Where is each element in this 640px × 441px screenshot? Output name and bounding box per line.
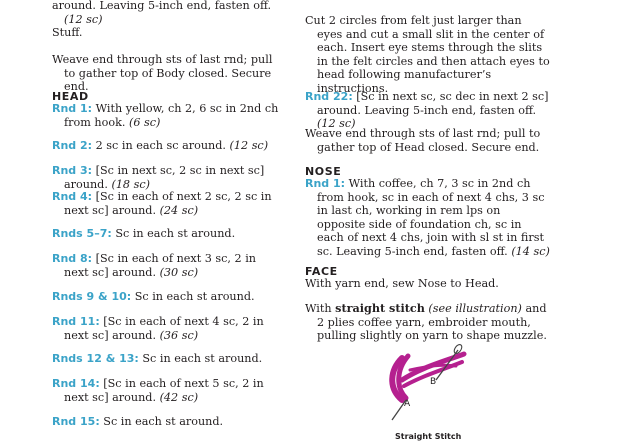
body-end-paragraph: around. Leaving 5-inch end, fasten off. (12 sc)	[52, 0, 272, 26]
rnd-1: Rnd 1: With yellow, ch 2, 6 sc in 2nd ch from hook. (6 sc)	[52, 102, 279, 129]
stuff-text: Stuff.	[52, 26, 83, 39]
rnd-8: Rnd 8: [Sc in each of next 3 sc, 2 in next sc] around. (30 sc)	[52, 252, 257, 279]
figure-caption: Straight Stitch	[395, 432, 462, 441]
rnd-14: Rnd 14: [Sc in each of next 5 sc, 2 in next sc] around. (42 sc)	[52, 377, 264, 404]
straight-stitch-illustration	[380, 340, 490, 440]
rnd-2: Rnd 2: 2 sc in each sc around. (12 sc)	[52, 139, 269, 152]
straight-stitch-paragraph: With straight stitch (see illustration) and 2 plies coffee yarn, embroider mouth, pulling slightly on yarn to shape muzzle.	[305, 301, 547, 343]
weave-head-paragraph: Weave end through sts of last rnd; pull to gather top of Head closed. Secure end.	[305, 127, 541, 154]
rnd-15: Rnd 15: Sc in each st around.	[52, 415, 224, 428]
nose-heading: NOSE	[305, 165, 342, 178]
yarn-stitches	[392, 354, 464, 400]
eyes-paragraph: Cut 2 circles from felt just larger than eyes and cut a small slit in the center of each. Insert eye stems through the slits in the felt circles and then attach eyes to head following manufacturer’s instructions.	[305, 14, 550, 95]
label-a: A	[404, 399, 411, 409]
rnd-11: Rnd 11: [Sc in each of next 4 sc, 2 in next sc] around. (36 sc)	[52, 315, 264, 342]
rnd-4: Rnd 4: [Sc in each of next 2 sc, 2 sc in next sc] around. (24 sc)	[52, 190, 272, 217]
face-text: With yarn end, sew Nose to Head.	[305, 277, 499, 290]
weave-body-paragraph: Weave end through sts of last rnd; pull to gather top of Body closed. Secure end.	[52, 53, 273, 94]
rnds-9-10: Rnds 9 & 10: Sc in each st around.	[52, 290, 255, 303]
label-b: B	[430, 377, 437, 387]
rnds-5-7: Rnds 5–7: Sc in each st around.	[52, 227, 236, 240]
nose-rnd-1: Rnd 1: With coffee, ch 7, 3 sc in 2nd ch from hook, sc in each of next 4 chs, 3 sc in last ch, working in rem lps on opposite side of foundation ch, sc in each of next 4 chs, join with sl st in first sc. Leaving 5-inch end, fasten off. (14 sc)	[305, 177, 550, 258]
face-heading: FACE	[305, 265, 338, 278]
head-heading: HEAD	[52, 90, 89, 103]
rnds-12-13: Rnds 12 & 13: Sc in each st around.	[52, 352, 263, 365]
rnd-3: Rnd 3: [Sc in next sc, 2 sc in next sc] around. (18 sc)	[52, 164, 265, 191]
rnd-22: Rnd 22: [Sc in next sc, sc dec in next 2 sc] around. Leaving 5-inch end, fasten off. (12 sc)	[305, 90, 549, 131]
